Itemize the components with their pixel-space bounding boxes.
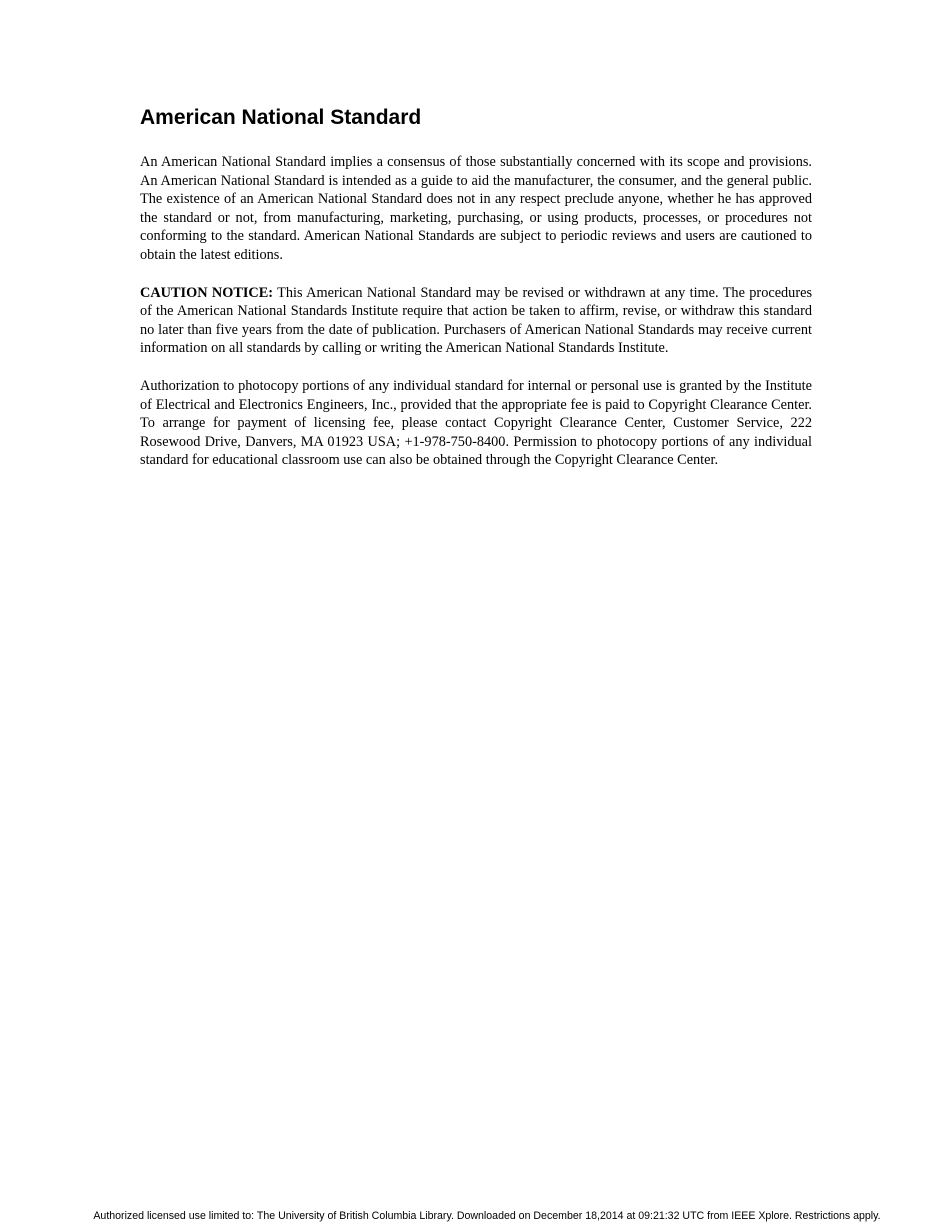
photocopy-authorization-paragraph: Authorization to photocopy portions of any individual standard for internal or personal use is granted by the Institute of Electrical and Electronics Engineers, Inc., provided that the appropriate fee is paid to Copyright Clearance Center. To arrange for payment of licensing fee, please contact Copyright Clearance Center, Customer Service, 222 Rosewood Drive, Danvers, MA 01923 USA; +1-978-750-8400. Permission to photocopy portions of any individual standard for educational classroom use can also be obtained through the Copyright Clearance Center. [140,377,812,469]
caution-notice-label: CAUTION NOTICE: [140,284,274,301]
license-footer: Authorized licensed use limited to: The University of British Columbia Library. Downloaded on December 18,2014 at 09:21:32 UTC from IEEE Xplore. Restrictions apply. [93,1210,881,1222]
caution-notice-paragraph [140,284,812,358]
standard-definition-paragraph: An American National Standard implies a consensus of those substantially concerned with its scope and provisions. An American National Standard is intended as a guide to aid the manufacturer, the consumer, and the general public. The existence of an American National Standard does not in any respect preclude anyone, whether he has approved the standard or not, from manufacturing, marketing, purchasing, or using products, processes, or procedures not conforming to the standard. American National Standards are subject to periodic reviews and users are cautioned to obtain the latest editions. [140,154,812,263]
page-title: American National Standard [140,106,422,129]
caution-notice-text: This American National Standard may be revised or withdrawn at any time. The procedures of the American National Standards Institute require that action be taken to affirm, revise, or withdraw this standard no later than five years from the date of publication. Purchasers of American National Standards may receive current information on all standards by calling or writing the American National Standards Institute. [140,284,813,357]
document-page [140,104,812,489]
